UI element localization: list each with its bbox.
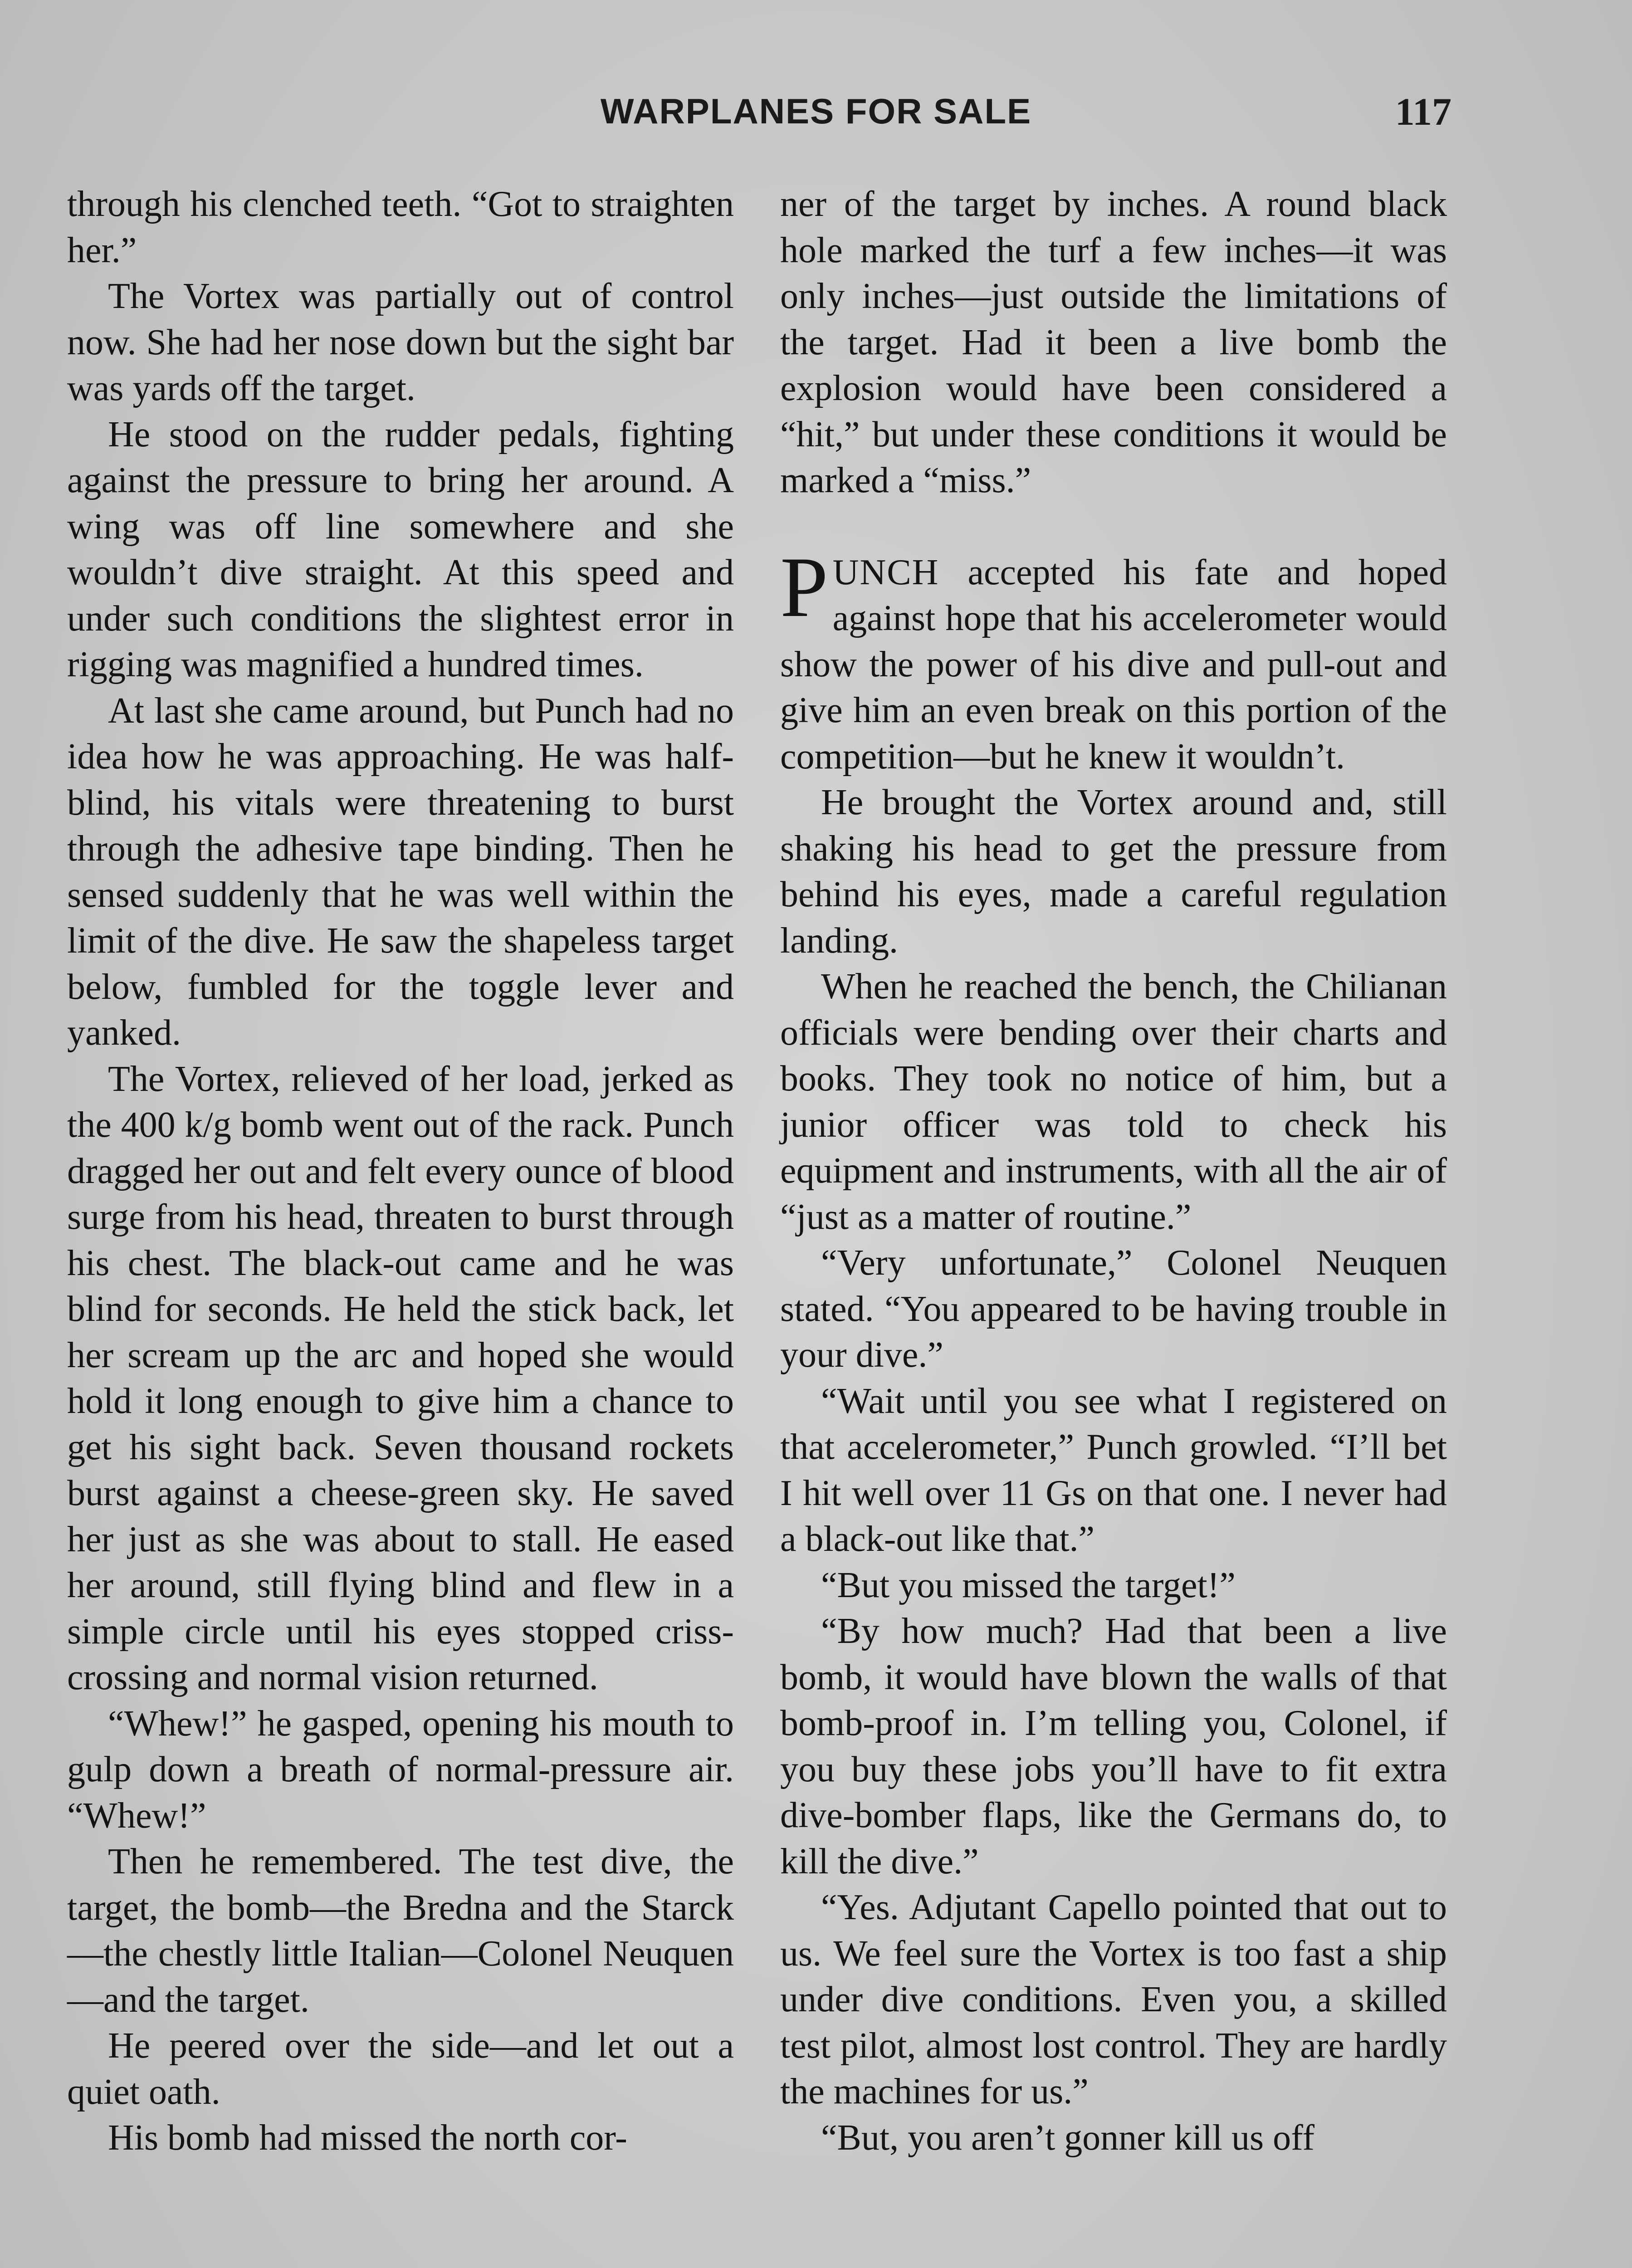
left-text-column (67, 181, 734, 2161)
page-number: 117 (1395, 90, 1451, 133)
paragraph: He peered over the side—and let out a quiet oath. (67, 2026, 734, 2112)
paragraph-text: accepted his fate and hoped against hope that his accelerometer would show the power of his dive and pull-out and give him an even break on this portion of the competition—but he knew it wouldn’t. (780, 552, 1447, 777)
paragraph: “Whew!” he gasped, opening his mouth to gulp down a breath of normal-pressure air. “Whew!” (67, 1703, 734, 1836)
paragraph: His bomb had missed the north cor- (108, 2118, 627, 2158)
paragraph: through his clenched teeth. “Got to straighten her.” (67, 184, 734, 270)
running-header-title: WARPLANES FOR SALE (600, 91, 1032, 131)
paragraph: “But you missed the target!” (821, 1565, 1236, 1605)
paragraph: “By how much? Had that been a live bomb, it would have blown the walls of that bomb-proof in. I’m telling you, Colonel, if you buy these jobs you’ll have to fit extra dive-bomber flaps, like the Germans do, to kill the dive.” (780, 1611, 1447, 1882)
paragraph: “Wait until you see what I registered on that accelerometer,” Punch growled. “I’ll bet I hit well over 11 Gs on that one. I never had a black-out like that.” (780, 1381, 1447, 1559)
paragraph: “Very unfortunate,” Colonel Neuquen stated. “You appeared to be having trouble in your dive.” (780, 1243, 1447, 1375)
paragraph: ner of the target by inches. A round black hole marked the turf a few inches—it was only inches—just outside the limitations of the target. Had it been a live bomb the explosion would have been considered a “hit,” but under these conditions it would be marked a “miss.” (780, 184, 1447, 500)
drop-cap-caps: UNCH (832, 552, 939, 592)
section-opening-paragraph (780, 539, 1447, 780)
paragraph: He stood on the rudder pedals, fighting against the pressure to bring her around. A wing was off line somewhere and she wouldn’t dive straight. At this speed and under such conditions the slightest error in rigging was magnified a hundred times. (67, 414, 734, 684)
paragraph: The Vortex, relieved of her load, jerked as the 400 k/g bomb went out of the rack. Punch dragged her out and felt every ounce of blood surge from his head, threaten to burst through his chest. The black-out came and he was blind for seconds. He held the stick back, let her scream up the arc and hoped she would hold it long enough to give him a chance to get his sight back. Seven thousand rockets burst against a cheese-green sky. He saved her just as she was about to stall. He eased her around, still flying blind and flew in a simple circle until his eyes stopped criss-crossing and normal vision returned. (67, 1059, 734, 1697)
paragraph: The Vortex was partially out of control now. She had her nose down but the sight bar was yards off the target. (67, 276, 734, 408)
paragraph: He brought the Vortex around and, still shaking his head to get the pressure from behind his eyes, made a careful regulation landing. (780, 782, 1447, 961)
paragraph: When he reached the bench, the Chilianan officials were bending over their charts and books. They took no notice of him, but a junior officer was told to check his equipment and instruments, with all the air of “just as a matter of routine.” (780, 967, 1447, 1237)
right-text-column (780, 181, 1447, 2161)
paragraph: “But, you aren’t gonner kill us off (821, 2117, 1314, 2158)
drop-cap: P (780, 539, 828, 635)
paragraph: “Yes. Adjutant Capello pointed that out to us. We feel sure the Vortex is too fast a ship under dive conditions. Even you, a skilled test pilot, almost lost control. They are hardly the machines for us.” (780, 1887, 1447, 2112)
paragraph: At last she came around, but Punch had no idea how he was approaching. He was half-blind, his vitals were threatening to burst through the adhesive tape binding. Then he sensed suddenly that he was well within the limit of the dive. He saw the shapeless target below, fumbled for the toggle lever and yanked. (67, 690, 734, 1053)
paragraph: Then he remembered. The test dive, the target, the bomb—the Bredna and the Starck—the chestly little Italian—Colonel Neuquen—and the target. (67, 1842, 734, 2020)
